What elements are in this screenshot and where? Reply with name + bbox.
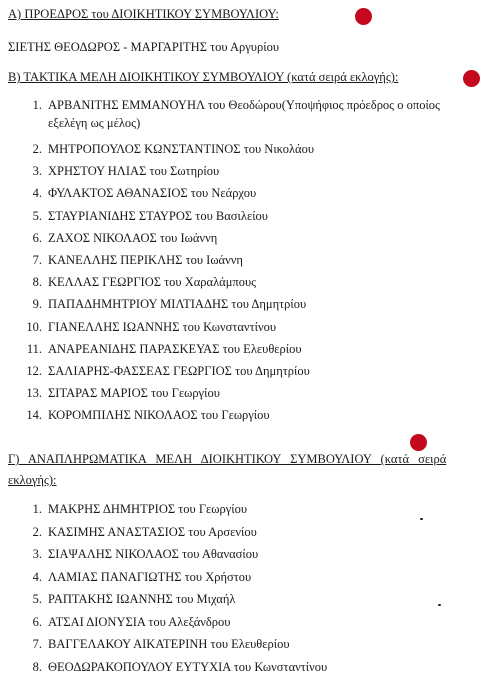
red-marker-dot bbox=[410, 434, 427, 451]
scan-speck bbox=[438, 604, 441, 606]
member-name: ΣΤΑΥΡΙΑΝΙΔΗΣ ΣΤΑΥΡΟΣ του Βασιλείου bbox=[48, 208, 268, 223]
member-number: 3. bbox=[32, 164, 42, 179]
member-name: ΚΑΣΙΜΗΣ ΑΝΑΣΤΑΣΙΟΣ του Αρσενίου bbox=[48, 524, 257, 539]
red-marker-dot bbox=[463, 70, 480, 87]
member-number: 7. bbox=[32, 637, 42, 651]
member-number: 11. bbox=[26, 341, 42, 356]
member-name: ΣΑΛΙΑΡΗΣ-ΦΑΣΣΕΑΣ ΓΕΩΡΓΙΟΣ του Δημητρίου bbox=[48, 363, 310, 378]
section-c-heading-text: Γ) ΑΝΑΠΛΗΡΩΜΑΤΙΚΑ ΜΕΛΗ ΔΙΟΙΚΗΤΙΚΟΥ ΣΥΜΒΟΥΛΙΟΥ (κατά σειρά bbox=[8, 452, 447, 466]
president-name: ΣΙΕΤΗΣ ΘΕΟΔΩΡΟΣ - ΜΑΡΓΑΡΙΤΗΣ του Αργυρίου bbox=[8, 40, 280, 54]
member-name: ΑΡΒΑΝΙΤΗΣ ΕΜΜΑΝΟΥΗΛ του Θεοδώρου(Υποψήφιος πρόεδρος ο οποίος bbox=[48, 98, 441, 112]
member-number: 9. bbox=[32, 297, 42, 312]
member-name: ΠΑΠΑΔΗΜΗΤΡΙΟΥ ΜΙΛΤΙΑΔΗΣ του Δημητρίου bbox=[48, 297, 307, 312]
member-name: ΣΙΑΨΑΛΗΣ ΝΙΚΟΛΑΟΣ του Αθανασίου bbox=[48, 547, 259, 561]
member-name: ΜΗΤΡΟΠΟΥΛΟΣ ΚΩΝΣΤΑΝΤΙΝΟΣ του Νικολάου bbox=[48, 142, 315, 156]
member-number: 1. bbox=[32, 98, 42, 112]
section-c-heading-continued: εκλογής): bbox=[8, 473, 57, 487]
member-number: 12. bbox=[26, 363, 42, 378]
member-name: ΚΕΛΛΑΣ ΓΕΩΡΓΙΟΣ του Χαραλάμπους bbox=[48, 275, 257, 290]
member-number: 6. bbox=[32, 230, 42, 245]
member-name: ΡΑΠΤΑΚΗΣ ΙΩΑΝΝΗΣ του Μιχαήλ bbox=[48, 592, 236, 606]
member-name: ΖΑΧΟΣ ΝΙΚΟΛΑΟΣ του Ιωάννη bbox=[48, 230, 218, 245]
member-number: 5. bbox=[32, 592, 42, 606]
member-number: 7. bbox=[32, 252, 42, 267]
member-number: 10. bbox=[26, 319, 42, 334]
member-name: ΣΙΤΑΡΑΣ ΜΑΡΙΟΣ του Γεωργίου bbox=[48, 386, 220, 401]
member-name: ΓΙΑΝΕΛΛΗΣ ΙΩΑΝΝΗΣ του Κωνσταντίνου bbox=[48, 319, 277, 334]
member-number: 2. bbox=[32, 524, 42, 539]
member-name: ΚΟΡΟΜΠΙΛΗΣ ΝΙΚΟΛΑΟΣ του Γεωργίου bbox=[48, 408, 270, 423]
member-name: ΧΡΗΣΤΟΥ ΗΛΙΑΣ του Σωτηρίου bbox=[48, 164, 220, 179]
member-number: 3. bbox=[32, 547, 42, 561]
member-number: 4. bbox=[32, 186, 42, 201]
member-name-continued: εξελέγη ως μέλος) bbox=[48, 116, 141, 130]
member-name: ΒΑΓΓΕΛΑΚΟΥ ΑΙΚΑΤΕΡΙΝΗ του Ελευθερίου bbox=[48, 637, 290, 651]
section-c-heading bbox=[8, 452, 490, 467]
member-number: 4. bbox=[32, 569, 42, 584]
member-number: 6. bbox=[32, 614, 42, 629]
member-number: 13. bbox=[26, 386, 42, 401]
member-name: ΚΑΝΕΛΛΗΣ ΠΕΡΙΚΛΗΣ του Ιωάννη bbox=[48, 252, 243, 267]
member-number: 8. bbox=[32, 659, 42, 674]
member-number: 5. bbox=[32, 208, 42, 223]
member-name: ΑΝΑΡΕΑΝΙΔΗΣ ΠΑΡΑΣΚΕΥΑΣ του Ελευθερίου bbox=[48, 341, 302, 356]
member-number: 1. bbox=[32, 502, 42, 516]
red-marker-dot bbox=[355, 8, 372, 25]
member-number: 8. bbox=[32, 275, 42, 290]
member-number: 14. bbox=[26, 408, 42, 423]
member-name: ΜΑΚΡΗΣ ΔΗΜΗΤΡΙΟΣ του Γεωργίου bbox=[48, 502, 248, 516]
section-a-heading: Α) ΠΡΟΕΔΡΟΣ του ΔΙΟΙΚΗΤΙΚΟΥ ΣΥΜΒΟΥΛΙΟΥ: bbox=[8, 7, 279, 21]
member-name: ΘΕΟΔΩΡΑΚΟΠΟΥΛΟΥ ΕΥΤΥΧΙΑ του Κωνσταντίνου bbox=[48, 659, 328, 674]
member-name: ΑΤΣΑΙ ΔΙΟΝΥΣΙΑ του Αλεξάνδρου bbox=[48, 614, 231, 629]
scan-speck bbox=[420, 518, 423, 520]
member-name: ΦΥΛΑΚΤΟΣ ΑΘΑΝΑΣΙΟΣ του Νεάρχου bbox=[48, 186, 257, 201]
member-name: ΛΑΜΙΑΣ ΠΑΝΑΓΙΩΤΗΣ του Χρήστου bbox=[48, 569, 252, 584]
section-b-heading: Β) ΤΑΚΤΙΚΑ ΜΕΛΗ ΔΙΟΙΚΗΤΙΚΟΥ ΣΥΜΒΟΥΛΙΟΥ (κατά σειρά εκλογής): bbox=[8, 70, 399, 84]
member-number: 2. bbox=[32, 142, 42, 156]
